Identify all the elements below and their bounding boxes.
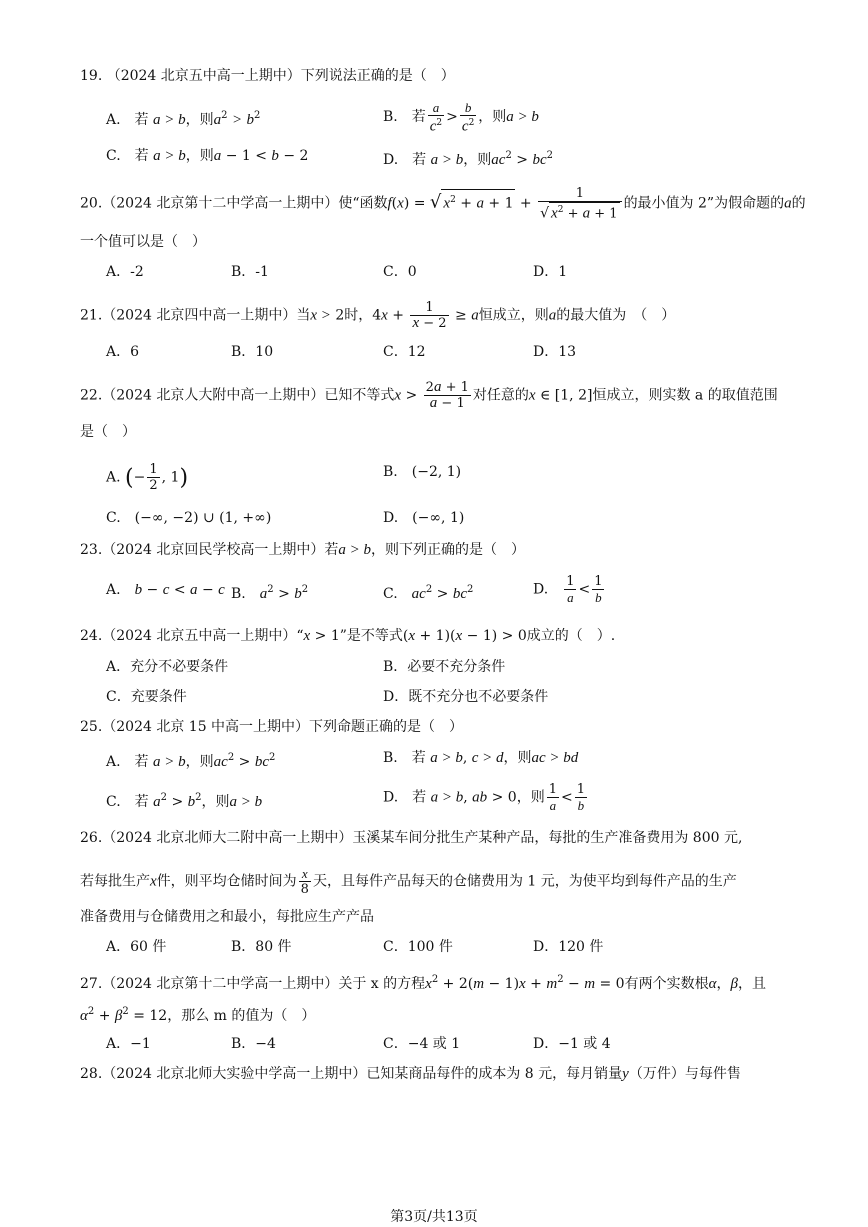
q26-option-a: A．60 件 [106, 939, 167, 955]
question-25-stem: 25.（2024 北京 15 中高一上期中）下列命题正确的是（ ） [80, 719, 464, 735]
q22-option-b: B. (−2, 1) [383, 464, 462, 480]
q20-option-d: D．1 [533, 264, 568, 280]
q21-option-a: A．6 [106, 344, 140, 360]
q22-option-a: A. (− $\frac{1}{2}$ , 1) [106, 462, 189, 493]
q20-option-c: C．0 [383, 264, 417, 280]
q22-option-d: D. (−∞, 1) [383, 510, 465, 526]
question-28-stem: 28.（2024 北京北师大实验中学高一上期中）已知某商品每件的成本为 8 元，每月销量y（万件）与每件售 [80, 1066, 741, 1082]
q26-option-b: B．80 件 [231, 939, 292, 955]
question-20-stem-line2: 一个值可以是（ ） [80, 234, 206, 250]
question-26-stem-line2: 若每批生产x件，则平均仓储时间为 $\frac{x}{8}$ 天，且每件产品每天的仓储费用为 1 元，为使平均到每件产品的生产 [80, 866, 737, 897]
q21-option-b: B．10 [231, 344, 274, 360]
q27-option-a: A．−1 [106, 1036, 151, 1052]
q19-option-a: A. 若 a > b，则$a^2 > b^2$ [106, 110, 261, 128]
q23-option-c: C. $ac^2 > bc^2$ [383, 584, 474, 602]
q20-option-b: B．-1 [231, 264, 269, 280]
question-26-stem-line1: 26.（2024 北京北师大二附中高一上期中）玉溪某车间分批生产某种产品，每批的生产准备费用为 800 元, [80, 830, 743, 846]
question-20-stem-line1: 20.（2024 北京第十二中学高一上期中）使“函数f(x) = √ $x^2 + a + 1$ + $\frac{1}{√ x^2 + a + 1}$ 的最小值为 2”为假命题的a的 [80, 186, 806, 222]
question-21-stem: 21.（2024 北京四中高一上期中）当x > 2时，4x + $\frac{1}{x - 2}$ ≥ a恒成立，则a的最大值为 （ ） [80, 300, 676, 331]
q20-option-a: A．-2 [106, 264, 144, 280]
q23-option-d: D. $\frac{1}{a}$ < $\frac{1}{b}$ [533, 574, 603, 605]
q19-option-b: B. 若 $\frac{a}{c^2}$ > $\frac{b}{c^2}$ ，则a > b [383, 100, 539, 135]
q24-option-d: D．既不充分也不必要条件 [383, 689, 549, 705]
q24-option-b: B．必要不充分条件 [383, 659, 506, 675]
q27-option-d: D．−1 或 4 [533, 1036, 611, 1052]
question-19-stem: 19. （2024 北京五中高一上期中）下列说法正确的是（ ） [80, 68, 455, 84]
q19-option-d: D. 若 a > b，则$ac^2 > bc^2$ [383, 150, 553, 168]
q21-option-d: D．13 [533, 344, 577, 360]
q27-option-c: C．−4 或 1 [383, 1036, 461, 1052]
q25-option-b: B. 若 a > b, c > d，则ac > bd [383, 750, 579, 766]
question-26-stem-line3: 准备费用与仓储费用之和最小，每批应生产产品 [80, 909, 374, 925]
question-27-stem-line2: $\alpha^2 + \beta^2 = 12$，那么 m 的值为（ ） [80, 1006, 316, 1024]
q26-option-c: C．100 件 [383, 939, 453, 955]
q25-option-c: C. 若 $a^2 > b^2$，则a > b [106, 792, 263, 810]
q24-option-c: C．充要条件 [106, 689, 187, 705]
question-22-stem-line2: 是（ ） [80, 424, 136, 440]
question-27-stem-line1: 27.（2024 北京第十二中学高一上期中）关于 x 的方程$x^2 + 2(m - 1)x + m^2 - m = 0$有两个实数根α，β，且 [80, 974, 766, 992]
q22-option-c: C. (−∞, −2) ∪ (1, +∞) [106, 510, 272, 526]
q23-option-a: A. b − c < a − c [106, 582, 225, 598]
question-24-stem: 24.（2024 北京五中高一上期中）“x > 1”是不等式(x + 1)(x − 1) > 0成立的（ ）. [80, 628, 616, 644]
q25-option-a: A. 若 a > b，则$ac^2 > bc^2$ [106, 752, 276, 770]
q25-option-d: D. 若 a > b, ab > 0，则 $\frac{1}{a}$ < $\frac{1}{b}$ [383, 782, 586, 813]
q21-option-c: C．12 [383, 344, 426, 360]
page-number: 第3页/共13页 [390, 1209, 478, 1225]
question-23-stem: 23.（2024 北京回民学校高一上期中）若a > b，则下列正确的是（ ） [80, 542, 525, 558]
q26-option-d: D．120 件 [533, 939, 604, 955]
question-22-stem-line1: 22.（2024 北京人大附中高一上期中）已知不等式x > $\frac{2a + 1}{a - 1}$ 对任意的x ∈ [1, 2]恒成立，则实数 a 的取值范围 [80, 379, 778, 411]
q23-option-b: B. $a^2 > b^2$ [231, 584, 309, 602]
q24-option-a: A．充分不必要条件 [106, 659, 229, 675]
q19-option-c: C. 若 a > b，则a − 1 < b − 2 [106, 148, 309, 164]
q27-option-b: B．−4 [231, 1036, 276, 1052]
